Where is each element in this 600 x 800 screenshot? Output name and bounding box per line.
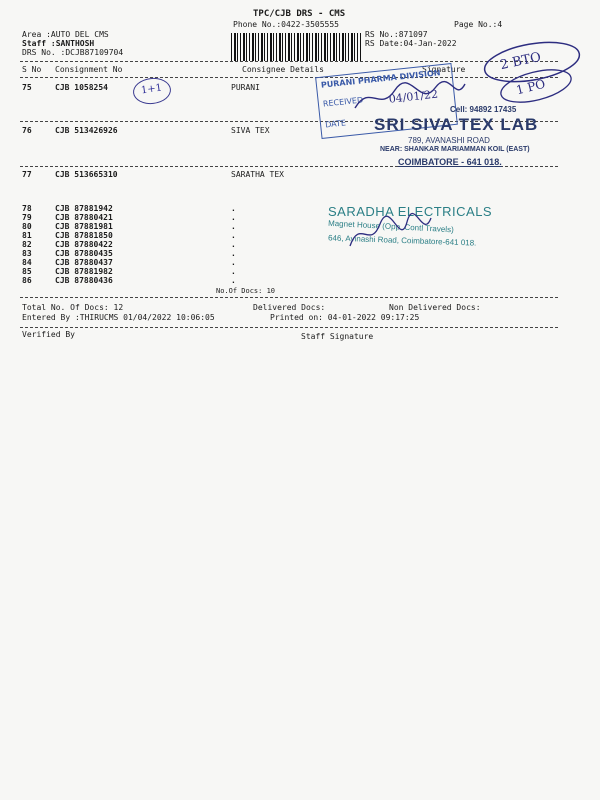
group-row-dot: . xyxy=(231,276,236,285)
verified-by: Verified By xyxy=(22,330,75,339)
group-dots xyxy=(231,204,236,285)
printed-on: Printed on: 04-01-2022 09:17:25 xyxy=(270,313,420,322)
group-row-sno: 82 xyxy=(22,240,32,249)
group-row-consignment: CJB 87880435 xyxy=(55,249,113,258)
group-row-sno: 78 xyxy=(22,204,32,213)
row-76-consignment: CJB 513426926 xyxy=(55,126,118,135)
row-75-consignee: PURANI xyxy=(231,83,260,92)
group-row-dot: . xyxy=(231,231,236,240)
rs-number: RS No.:871097 xyxy=(365,30,428,39)
saradha-stamp-name: SARADHA ELECTRICALS xyxy=(328,204,493,219)
group-row-dot: . xyxy=(231,258,236,267)
area-field: Area :AUTO DEL CMS xyxy=(22,30,109,39)
purani-stamp-title: PURANI PHARMA DIVISION xyxy=(320,68,441,90)
phone-number: Phone No.:0422-3505555 xyxy=(233,20,339,29)
group-row-consignment: CJB 87881981 xyxy=(55,222,113,231)
col-consignment: Consignment No xyxy=(55,65,123,74)
total-docs: Total No. Of Docs: 12 xyxy=(22,303,124,312)
group-row-consignment: CJB 87880436 xyxy=(55,276,113,285)
group-row-dot: . xyxy=(231,222,236,231)
footer-rule xyxy=(20,327,558,328)
drs-number: DRS No. :DCJB87109704 xyxy=(22,48,124,57)
row-77-consignment: CJB 513665310 xyxy=(55,170,118,179)
purani-handwritten-date: 04/01/22 xyxy=(388,87,439,106)
purani-stamp-received: RECEIVED xyxy=(322,95,364,109)
non-delivered-docs: Non Delivered Docs: xyxy=(389,303,481,312)
siva-stamp-cell: Cell: 94892 17435 xyxy=(450,105,517,114)
saradha-stamp-line-3: 646, Avinashi Road, Coimbatore-641 018. xyxy=(327,233,477,248)
group-rule xyxy=(20,297,558,298)
staff-signature: Staff Signature xyxy=(301,332,374,341)
row-75-sno: 75 xyxy=(22,83,32,92)
group-row-dot: . xyxy=(231,249,236,258)
delivered-docs: Delivered Docs: xyxy=(253,303,326,312)
group-row-consignment: CJB 87881850 xyxy=(55,231,113,240)
group-row-sno: 85 xyxy=(22,267,32,276)
group-row-sno: 84 xyxy=(22,258,32,267)
group-row-consignment: CJB 87880422 xyxy=(55,240,113,249)
siva-stamp-name: SRI SIVA TEX LAB xyxy=(374,115,539,134)
group-row-sno: 86 xyxy=(22,276,32,285)
row-76-sno: 76 xyxy=(22,126,32,135)
group-doc-count: No.Of Docs: 10 xyxy=(216,287,276,295)
group-sno xyxy=(22,204,32,285)
col-consignee: Consignee Details xyxy=(242,65,324,74)
handwritten-piece-note: 1+1 xyxy=(140,82,163,97)
group-row-dot: . xyxy=(231,213,236,222)
siva-stamp-address-1: 789, AVANASHI ROAD xyxy=(408,136,490,145)
group-row-sno: 79 xyxy=(22,213,32,222)
row-77-consignee: SARATHA TEX xyxy=(231,170,284,179)
handwritten-note-top-right: 2 BTO xyxy=(498,49,543,74)
group-row-consignment: CJB 87880437 xyxy=(55,258,113,267)
col-sno: S No xyxy=(22,65,42,74)
group-row-consignment: CJB 87881982 xyxy=(55,267,113,276)
group-row-dot: . xyxy=(231,204,236,213)
row-76-consignee: SIVA TEX xyxy=(231,126,270,135)
siva-stamp-address-2: NEAR: SHANKAR MARIAMMAN KOIL (EAST) xyxy=(380,146,530,153)
rs-date: RS Date:04-Jan-2022 xyxy=(365,39,457,48)
group-row-dot: . xyxy=(231,240,236,249)
purani-stamp-date: DATE xyxy=(324,118,347,130)
col-signature: Signature xyxy=(422,65,466,74)
saradha-signature-scribble xyxy=(345,210,435,256)
group-row-sno: 80 xyxy=(22,222,32,231)
document-title: TPC/CJB DRS - CMS xyxy=(253,9,346,19)
entered-by: Entered By :THIRUCMS 01/04/2022 10:06:05 xyxy=(22,313,215,322)
handwritten-note-top-right-2: 1 PO xyxy=(514,76,547,98)
group-row-dot: . xyxy=(231,267,236,276)
siva-stamp-address-3: COIMBATORE - 641 018. xyxy=(398,157,502,167)
barcode xyxy=(231,33,361,61)
group-row-consignment: CJB 87880421 xyxy=(55,213,113,222)
handwritten-circle-top-right xyxy=(478,38,586,104)
row-75-consignment: CJB 1058254 xyxy=(55,83,108,92)
staff-field: Staff :SANTHOSH xyxy=(22,39,95,48)
row-77-sno: 77 xyxy=(22,170,32,179)
group-row-sno: 81 xyxy=(22,231,32,240)
saradha-stamp-line-2: Magnet House (Opp. Contl Travels) xyxy=(327,218,454,235)
group-consignment xyxy=(55,204,113,285)
group-row-consignment: CJB 87881942 xyxy=(55,204,113,213)
group-row-sno: 83 xyxy=(22,249,32,258)
page-number: Page No.:4 xyxy=(454,20,503,29)
